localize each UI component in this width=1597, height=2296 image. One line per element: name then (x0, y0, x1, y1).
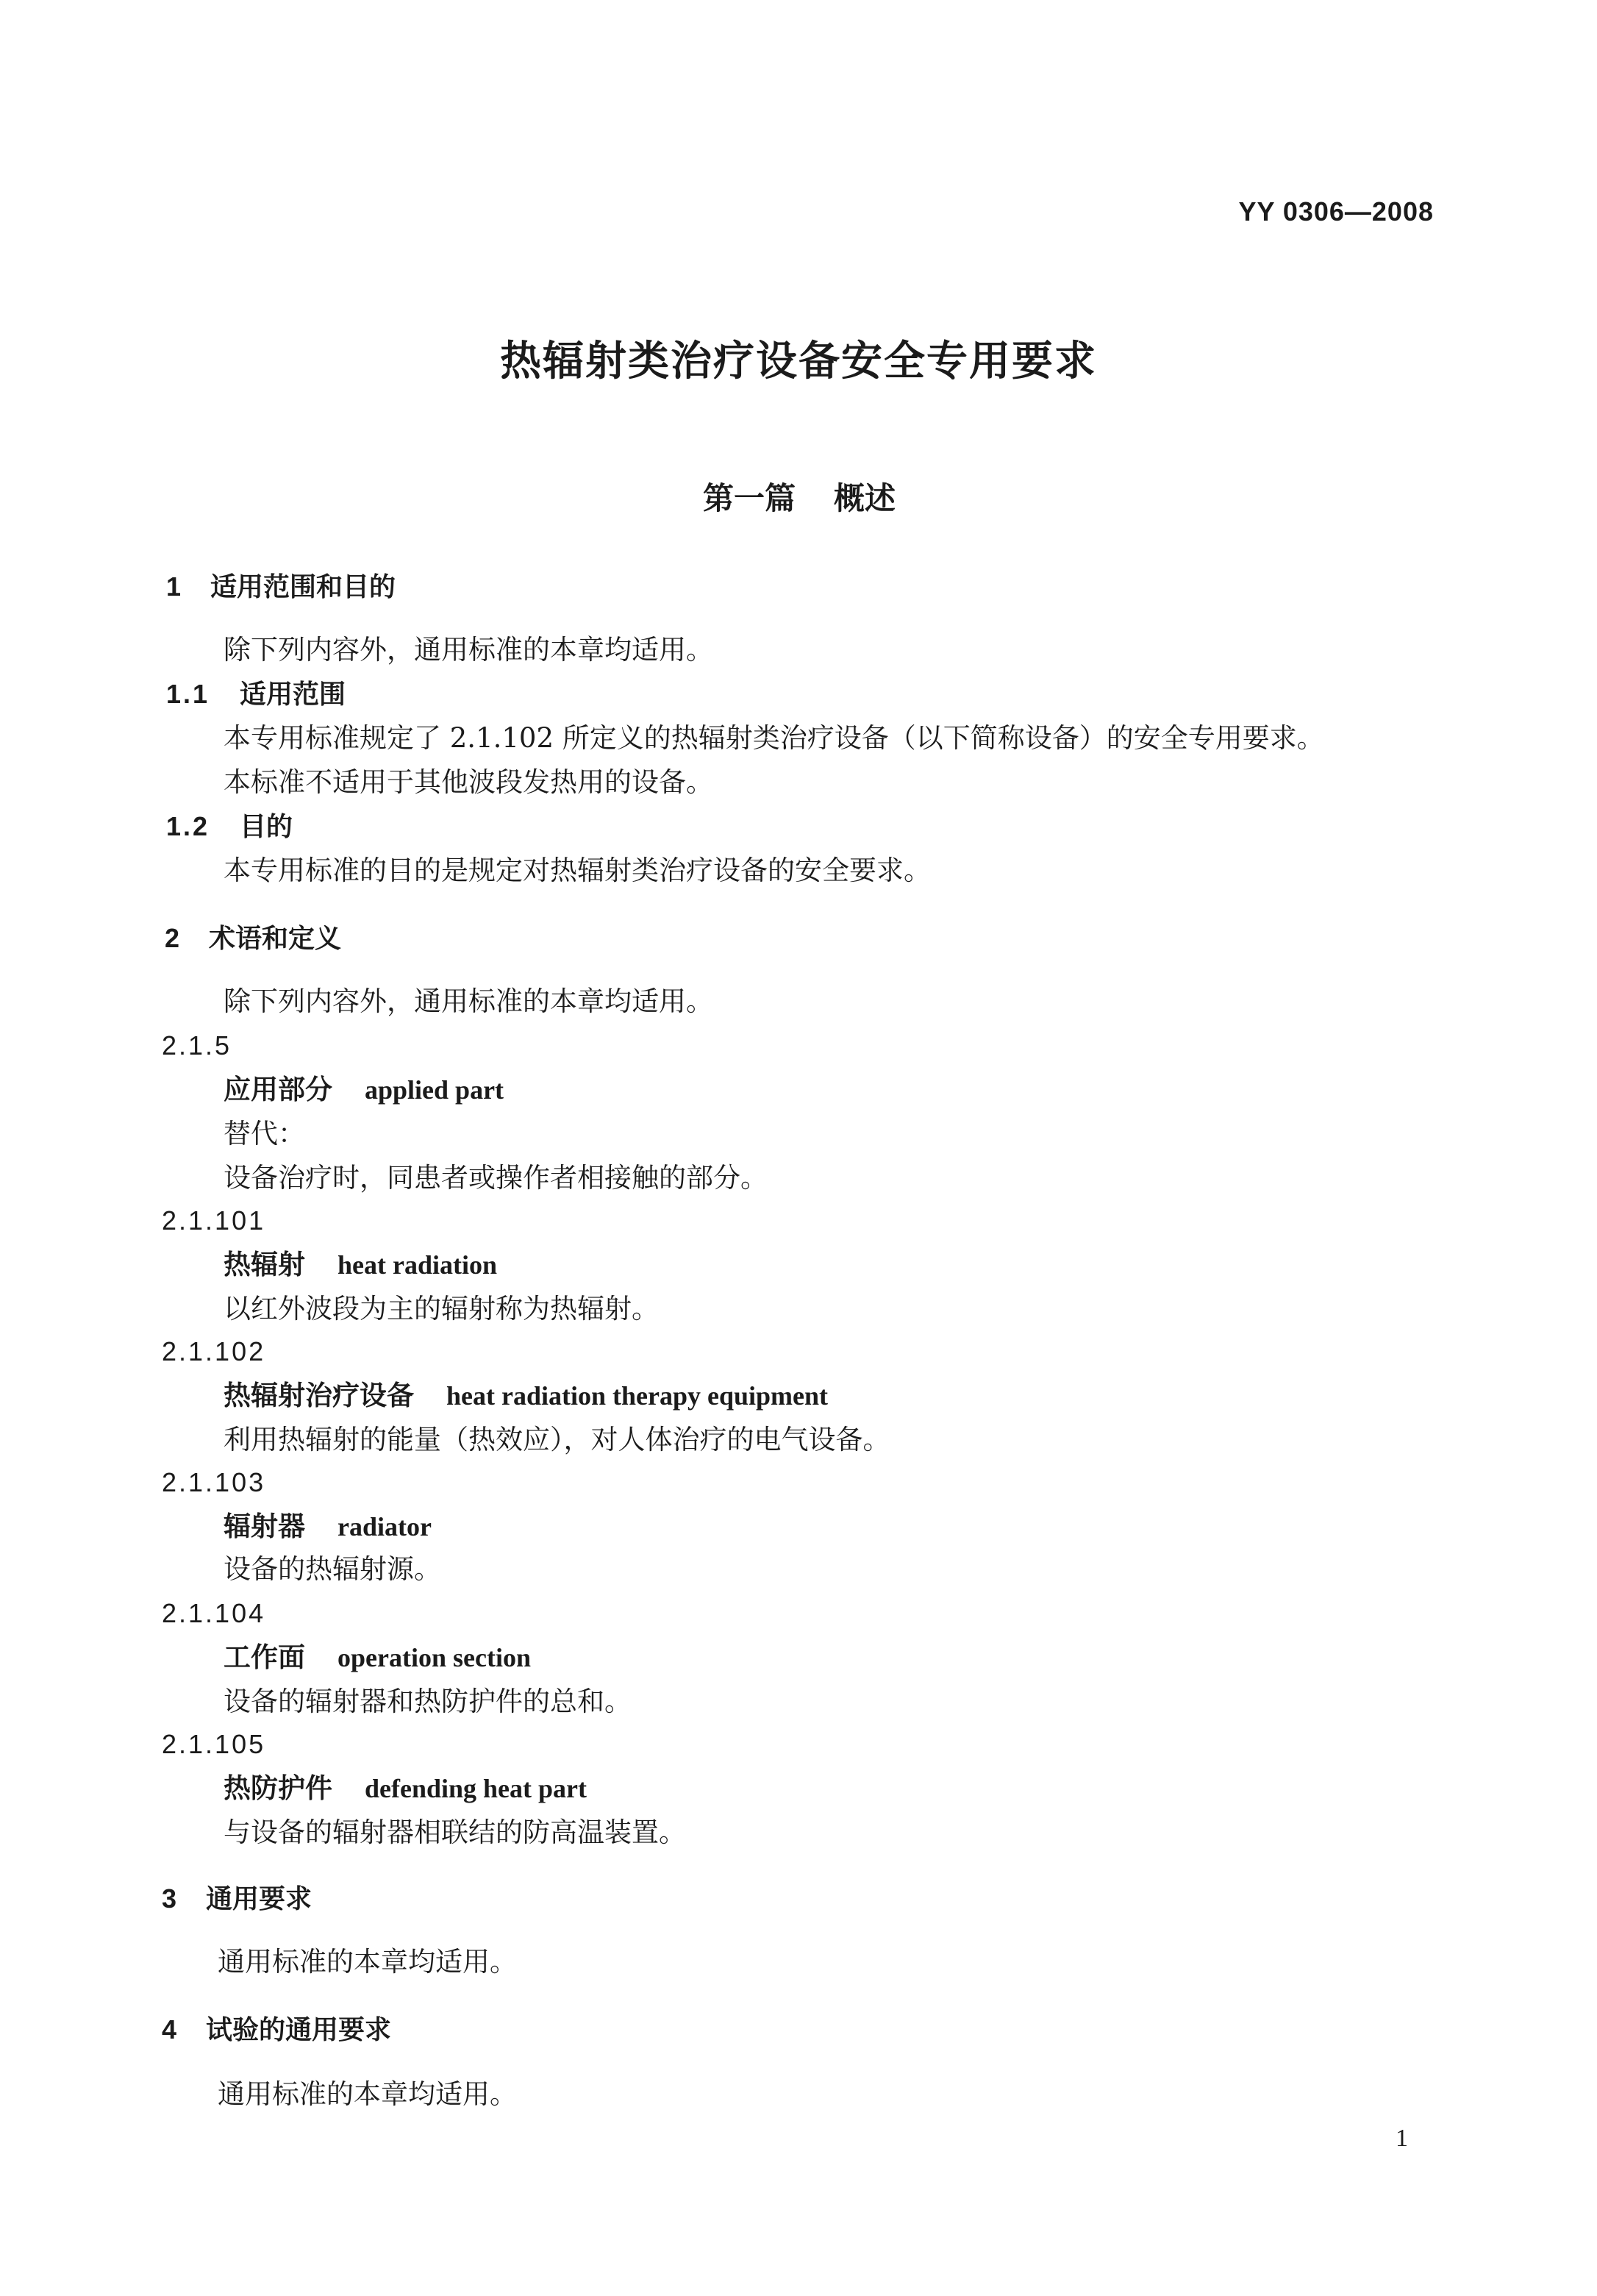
term-entry (224, 1641, 531, 1680)
section-title: 试验的通用要求 (206, 2015, 392, 2045)
term-english: defending heat part (365, 1774, 587, 1803)
section-intro: 通用标准的本章均适用。 (218, 1946, 517, 1978)
subsection-title: 目的 (240, 812, 293, 842)
term-chinese: 热辐射治疗设备 (224, 1380, 414, 1411)
term-english: applied part (365, 1075, 504, 1105)
subsection-heading (166, 678, 346, 711)
term-entry (224, 1074, 504, 1112)
part-heading (703, 480, 896, 517)
term-definition: 利用热辐射的能量（热效应），对人体治疗的电气设备。 (224, 1424, 890, 1455)
section-intro: 除下列内容外，通用标准的本章均适用。 (224, 634, 713, 666)
part-label: 第一篇 (703, 480, 796, 516)
section-heading (162, 2014, 391, 2047)
section-heading (165, 922, 341, 955)
term-definition: 设备的热辐射源。 (224, 1553, 441, 1585)
term-english: heat radiation therapy equipment (446, 1381, 829, 1411)
section-number: 3 (162, 1883, 179, 1914)
section-title: 适用范围和目的 (210, 572, 396, 602)
subsection-number: 1.2 (166, 811, 210, 841)
term-number: 2.1.101 (162, 1205, 266, 1236)
section-heading (162, 1883, 312, 1916)
part-title: 概述 (834, 480, 896, 516)
paragraph: 本标准不适用于其他波段发热用的设备。 (224, 766, 713, 798)
term-number: 2.1.105 (162, 1729, 266, 1759)
term-number: 2.1.102 (162, 1336, 266, 1366)
term-definition: 设备的辐射器和热防护件的总和。 (224, 1686, 632, 1717)
paragraph: 本专用标准规定了 2.1.102 所定义的热辐射类治疗设备（以下简称设备）的安全专用要求。 (224, 722, 1324, 754)
subsection-heading (166, 810, 293, 844)
section-title: 通用要求 (206, 1884, 312, 1914)
term-entry (224, 1380, 828, 1418)
section-heading (166, 571, 396, 604)
section-intro: 通用标准的本章均适用。 (218, 2078, 517, 2110)
section-number: 1 (166, 571, 184, 602)
section-number: 4 (162, 2014, 179, 2044)
term-definition: 与设备的辐射器相联结的防高温装置。 (224, 1817, 686, 1848)
term-entry (224, 1249, 497, 1287)
term-definition: 以红外波段为主的辐射称为热辐射。 (224, 1293, 659, 1325)
term-definition: 设备治疗时，同患者或操作者相接触的部分。 (224, 1162, 768, 1194)
term-number: 2.1.104 (162, 1598, 266, 1628)
paragraph: 本专用标准的目的是规定对热辐射类治疗设备的安全要求。 (224, 855, 931, 886)
term-chinese: 热防护件 (224, 1772, 332, 1804)
page-number: 1 (1396, 2125, 1408, 2152)
section-intro: 除下列内容外，通用标准的本章均适用。 (224, 985, 713, 1017)
term-chinese: 应用部分 (224, 1074, 332, 1105)
term-english: heat radiation (337, 1250, 498, 1280)
term-english: radiator (337, 1512, 432, 1541)
document-title: 热辐射类治疗设备安全专用要求 (500, 338, 1097, 385)
term-english: operation section (337, 1643, 531, 1672)
subsection-title: 适用范围 (240, 680, 346, 710)
standard-code: YY 0306—2008 (1238, 196, 1434, 227)
term-number: 2.1.103 (162, 1467, 266, 1497)
term-entry (224, 1772, 587, 1811)
term-chinese: 辐射器 (224, 1511, 305, 1542)
section-number: 2 (165, 923, 182, 953)
section-title: 术语和定义 (209, 924, 342, 954)
term-note: 替代： (224, 1118, 305, 1149)
subsection-number: 1.1 (166, 679, 210, 709)
term-entry (224, 1511, 432, 1549)
term-chinese: 热辐射 (224, 1249, 305, 1280)
term-number: 2.1.5 (162, 1030, 232, 1060)
term-chinese: 工作面 (224, 1641, 305, 1673)
